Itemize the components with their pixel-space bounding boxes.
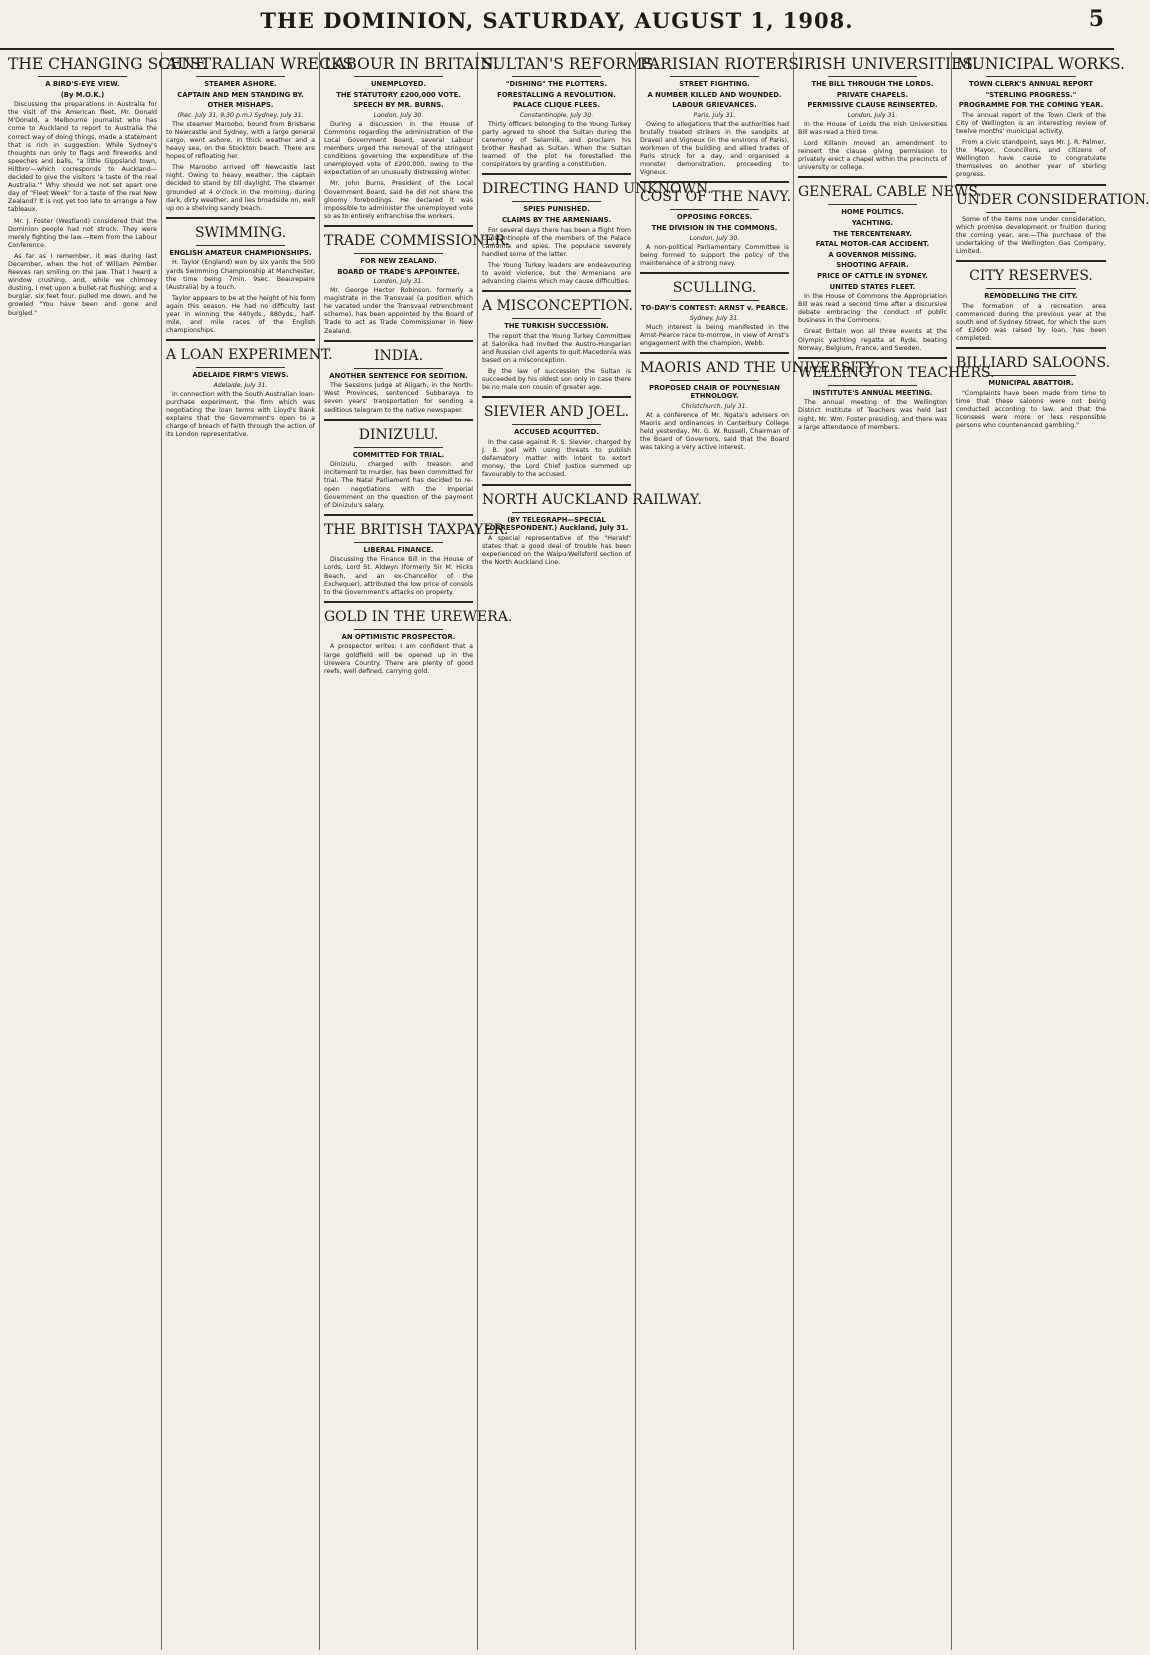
article <box>956 55 1125 180</box>
divider-rule <box>828 76 917 77</box>
article-headline: COST OF THE NAVY. <box>640 189 792 206</box>
article <box>166 217 315 335</box>
article-headline: IRISH UNIVERSITIES. <box>798 55 978 73</box>
article-subhead: THE STATUTORY £200,000 VOTE. <box>336 90 461 99</box>
article-paragraph: In the case against R. S. Sievier, charged by J. B. Joel with using threats to publish defamatory matter with intent to extort money, the Lord Chief Justice summed up favourably to the accused. <box>482 439 631 479</box>
article-subhead: SHOOTING AFFAIR. <box>836 261 909 270</box>
article-subhead: COMMITTED FOR TRIAL. <box>352 450 445 459</box>
column-6 <box>794 52 995 1650</box>
article <box>324 340 473 415</box>
column-4 <box>478 52 712 1650</box>
article-subhead: (By M.O.K.) <box>60 90 105 99</box>
divider-rule <box>986 375 1076 376</box>
article-subhead: SPEECH BY MR. BURNS. <box>353 101 444 110</box>
article-paragraph: Lord Killanin moved an amendment to reinsert the clause giving permission to privately erect a chapel within the precincts of university or college. <box>798 139 947 172</box>
article-headline: CITY RESERVES. <box>969 268 1093 284</box>
article-subhead: TO-DAY'S CONTEST: ARNST v. PEARCE. <box>640 303 789 312</box>
article-subhead: THE DIVISION IN THE COMMONS. <box>651 224 778 233</box>
article-subhead: THE TURKISH SUCCESSION. <box>504 322 609 331</box>
article-headline: PARISIAN RIOTERS. <box>640 55 804 73</box>
article-paragraph: Much interest is being manifested in the Arnst-Pearce race to-morrow, in view of Arnst's engagement with the champion, Webb. <box>640 323 789 347</box>
divider-rule <box>512 76 601 77</box>
article-dateline: Paris, July 31. <box>693 111 736 119</box>
article-paragraph: H. Taylor (England) won by six yards the 500 yards Swimming Championship at Manchester, the time being 7min. 9sec. Beaurepaire (Australia) by a touch. <box>166 259 315 291</box>
article <box>640 55 804 177</box>
divider-rule <box>670 76 759 77</box>
article-paragraph: Mr. J. Foster (Westland) considered that the Dominion people had not struck. They were merely fighting the law.—Item from the Labour Conference. <box>8 217 157 249</box>
article-paragraph: From a civic standpoint, says Mr. J. R. Palmer, the Mayor, Councillors, and citizens of Wellington have cause to congratulate themselves on another year of sterling progress. <box>956 139 1106 179</box>
article-headline: SCULLING. <box>672 279 757 296</box>
article-headline: SWIMMING. <box>194 224 287 241</box>
article <box>640 181 792 267</box>
divider-rule <box>828 385 917 386</box>
column-1 <box>4 52 207 1650</box>
article-paragraph: Discussing the preparations in Australia for the visit of the American fleet, Mr. Donald M'Donald, a Melbourne journalist who has come to Auckland to report to Australia the correct way of doing things, made a statement that is rich in suggestion. While Sydney's thoughts run only to flags and fireworks and speeches and balls, "a little Gippsland town, Hiltbro'—which corresponds to Auckland—decided to give the visitors 'a taste of the real Australia.'" Why should we not set apart one day of "Fleet Week" for a taste of the real New Zealand? It is not yet too late to arrange a few tableaux. <box>8 101 157 214</box>
divider-rule <box>670 209 759 210</box>
article-subhead: ADELAIDE FIRM'S VIEWS. <box>192 371 289 380</box>
article-paragraph: Great Britain won all three events at the Olympic yachting regatta at Ryde, beating Norway, Belgium, France, and Sweden. <box>798 328 947 352</box>
article-paragraph: The annual report of the Town Clerk of the City of Wellington is an interesting review of twelve months' municipal activity. <box>956 111 1106 135</box>
article-dateline: Sydney, July 31. <box>689 314 740 322</box>
article-subhead: ENGLISH AMATEUR CHAMPIONSHIPS. <box>169 248 312 257</box>
article-paragraph: In the House of Lords the Irish Universities Bill was read a third time. <box>798 120 947 136</box>
article-headline: GENERAL CABLE NEWS. <box>798 184 982 201</box>
article-paragraph: Mr. John Burns, President of the Local Government Board, said he did not share the gloomy forebodings. He declared it was impossible to administer the unemployed vote so as to entirely enfranchise the workers. <box>324 180 473 220</box>
article-headline: THE BRITISH TAXPAYER. <box>324 521 509 538</box>
article-headline: MAORIS AND THE UNIVERSITY. <box>640 359 878 376</box>
article-dateline: London, July 31. <box>373 278 424 286</box>
article-paragraph: The Maroobo arrived off Newcastle last night. Owing to heavy weather, the captain decided to stand by till daylight. The steamer grounded at 4 o'clock in the morning, during dark, dirty weather, and lies broadside on, well up on a shelving sandy beach. <box>166 164 315 212</box>
article-headline: SIEVIER AND JOEL. <box>483 404 630 421</box>
article <box>798 176 982 352</box>
article-headline: BILLIARD SALOONS. <box>956 355 1111 372</box>
article-subhead: BOARD OF TRADE'S APPOINTEE. <box>337 267 460 276</box>
article <box>482 55 658 169</box>
article-paragraph: The Young Turkey leaders are endeavouring to avoid violence, but the Armenians are advancing claims which may cause difficulties. <box>482 261 631 286</box>
divider-rule <box>512 512 601 513</box>
article-dateline: (Rec. July 31, 9.30 p.m.) Sydney, July 31. <box>177 111 304 119</box>
article-subhead: SPIES PUNISHED. <box>523 205 590 214</box>
article <box>956 260 1106 343</box>
article-paragraph: The steamer Maroobo, bound from Brisbane to Newcastle and Sydney, with a large general cargo, went ashore, in thick weather and a heavy sea, on the Stockton beach. There are hopes of refloating her. <box>166 120 315 161</box>
divider-rule <box>196 245 285 246</box>
article-paragraph: Owing to allegations that the authorities had brutally treated strikers in the sandpits at Draveil and Vigneux (in the environs of Paris), workmen of the building and allied trades of Paris struck for a day, and organised a monster demonstration, proceeding to Vigneux. <box>640 120 789 177</box>
article-subhead: FORESTALLING A REVOLUTION. <box>497 90 616 99</box>
article-subhead: ANOTHER SENTENCE FOR SEDITION. <box>329 371 468 380</box>
article-headline: AUSTRALIAN WRECKS <box>166 55 354 73</box>
article-dateline: London, July 31. <box>847 111 898 119</box>
column-2 <box>162 52 354 1650</box>
article-subhead: CLAIMS BY THE ARMENIANS. <box>501 215 612 224</box>
article <box>482 290 631 392</box>
article-subhead: INSTITUTE'S ANNUAL MEETING. <box>812 388 933 397</box>
article <box>798 55 978 172</box>
article-subhead: LABOUR GRIEVANCES. <box>672 101 757 110</box>
article-subhead: STEAMER ASHORE. <box>204 80 277 88</box>
article <box>166 55 354 213</box>
article-paragraph: For several days there has been a flight from Constantinople of the members of the Palace camarilla and spies. The populace severely handled some of the latter. <box>482 226 631 258</box>
article-paragraph: The report that the Young Turkey Committee at Salonika had invited the Austro-Hungarian and Russian civil agents to quit Macedonia was based on a misconception. <box>482 332 631 365</box>
article-paragraph: Thirty officers belonging to the Young Turkey party agreed to shoot the Sultan during the ceremony of Selamlik, and proclaim his brother Reshad as Sultan. When the Sultan learned of the plot he forestalled the conspirators by granting a constitution. <box>482 120 631 169</box>
article-dateline: Constantinople, July 30. <box>519 111 594 119</box>
article-headline: UNDER CONSIDERATION. <box>956 191 1150 208</box>
article-headline: INDIA. <box>373 347 424 364</box>
article-headline: SULTAN'S REFORMS. <box>482 55 658 73</box>
article-headline: WELLINGTON TEACHERS. <box>798 364 995 381</box>
article-subhead: STREET FIGHTING. <box>679 80 750 88</box>
article-subhead: A GOVERNOR MISSING. <box>828 250 917 259</box>
article-paragraph: The formation of a recreation area commenced during the previous year at the south end of Sydney Street, for which the sum of £2600 was raised by loan, has been completed. <box>956 302 1106 342</box>
article-dateline: London, July 30. <box>689 234 740 242</box>
article-headline: TRADE COMMISSIONER. <box>324 232 510 249</box>
article <box>324 225 510 336</box>
article-headline: THE CHANGING SCENE <box>8 55 207 73</box>
article <box>324 514 509 597</box>
article-paragraph: At a conference of Mr. Ngata's advisers on Maoris and ordinances in Canterbury College held yesterday, Mr. G. W. Russell, Chairman of the Board of Governors, said that the Board was taking a very active interest. <box>640 411 789 452</box>
article-subhead: MUNICIPAL ABATTOIR. <box>988 379 1074 388</box>
article-headline: DIRECTING HAND UNKNOWN. <box>482 181 712 198</box>
article-subhead: ACCUSED ACQUITTED. <box>514 428 599 437</box>
article-dateline: Christchurch, July 31. <box>681 402 748 410</box>
divider-rule <box>196 367 285 368</box>
article <box>324 601 513 676</box>
divider-rule <box>670 300 759 301</box>
article <box>956 347 1111 430</box>
masthead <box>0 0 1114 50</box>
column-7 <box>952 52 1150 1650</box>
article-subhead: LIBERAL FINANCE. <box>363 545 434 554</box>
article-subhead: THE BILL THROUGH THE LORDS. <box>811 80 934 88</box>
article-paragraph: Discussing the Finance Bill in the House of Lords, Lord St. Aldwyn (formerly Sir M. Hicks Beach, and an ex-Chancellor of the Exchequer), attributed the low price of consols to the Government's attacks on property. <box>324 556 473 596</box>
divider-rule <box>986 288 1076 289</box>
article-headline: DINIZULU. <box>358 426 439 443</box>
article-headline: LABOUR IN BRITAIN. <box>324 55 498 73</box>
divider-rule <box>354 447 443 448</box>
article-dateline: Adelaide, July 31. <box>213 381 268 389</box>
article-subhead: TOWN CLERK'S ANNUAL REPORT <box>969 80 1093 88</box>
article-headline: NORTH AUCKLAND RAILWAY. <box>482 491 702 508</box>
divider-rule <box>986 76 1076 77</box>
article-subhead: "STERLING PROGRESS." <box>985 90 1077 99</box>
article-subhead: PALACE CLIQUE FLEES. <box>512 101 601 110</box>
article-headline: MUNICIPAL WORKS. <box>956 55 1125 73</box>
article-headline: GOLD IN THE UREWERA. <box>324 608 513 625</box>
article <box>324 55 498 221</box>
article <box>8 55 207 318</box>
divider-rule <box>354 368 443 369</box>
article-paragraph: A prospector writes: I am confident that a large goldfield will be opened up in the Urewera Country. There are plenty of good reefs, well defined, carrying gold. <box>324 643 473 675</box>
article <box>640 272 789 348</box>
divider-rule <box>828 204 917 205</box>
article-subhead: FATAL MOTOR-CAR ACCIDENT. <box>815 240 930 249</box>
article-subhead: REMODELLING THE CITY. <box>984 292 1078 300</box>
divider-rule <box>196 76 285 77</box>
divider-rule <box>512 424 601 425</box>
article-paragraph: In the House of Commons the Appropriation Bill was read a second time after a discursive debate embracing the conduct of public business in the Commons. <box>798 293 947 325</box>
article-headline: A MISCONCEPTION. <box>482 298 633 315</box>
article-subhead: PRICE OF CATTLE IN SYDNEY. <box>817 271 928 280</box>
article-paragraph: Taylor appears to be at the height of his form again this season. He had no difficulty last year in winning the 440yds., 880yds., half-mile, and mile races of the English championships. <box>166 294 315 335</box>
article-subhead: "DISHING" THE PLOTTERS. <box>506 80 607 88</box>
divider-rule <box>354 253 443 254</box>
divider-rule <box>986 212 1076 213</box>
article-paragraph: A non-political Parliamentary Committee is being formed to support the policy of the maintenance of a strong navy. <box>640 243 789 267</box>
article-subhead: PROPOSED CHAIR OF POLYNESIAN ETHNOLOGY. <box>649 383 780 401</box>
divider-rule <box>354 629 443 630</box>
article-subhead: OPPOSING FORCES. <box>676 213 753 222</box>
article <box>956 184 1150 256</box>
article-paragraph: Some of the items now under consideration, which promise development or fruition during the coming year, are:—The purchase of the undertaking of the Wellington Gas Company, Limited. <box>956 215 1106 255</box>
article-paragraph: A special representative of the "Herald" states that a good deal of trouble has been experienced on the Waipu-Wellsford section of the North Auckland Line. <box>482 534 631 566</box>
article <box>482 396 631 479</box>
divider-rule <box>512 318 601 319</box>
article-paragraph: By the law of succession the Sultan is succeeded by his oldest son only in case there be no male son cousin of greater age. <box>482 368 631 392</box>
article <box>166 339 333 439</box>
article-paragraph: Mr. George Hector Robinson, formerly a magistrate in the Transvaal (a position which he vacated under the Transvaal retrenchment scheme), has been appointed by the Board of Trade to act as Trade Commissioner in New Zealand. <box>324 287 473 335</box>
column-3 <box>320 52 513 1650</box>
article-subhead: A BIRD'S-EYE VIEW. <box>45 80 120 88</box>
article-subhead: CAPTAIN AND MEN STANDING BY. <box>177 90 304 99</box>
article-subhead: PROGRAMME FOR THE COMING YEAR. <box>958 101 1104 110</box>
article-subhead: OTHER MISHAPS. <box>207 101 274 110</box>
article-subhead: PRIVATE CHAPELS. <box>836 90 909 99</box>
article-subhead: PERMISSIVE CLAUSE REINSERTED. <box>807 101 938 110</box>
article-dateline: London, July 30. <box>373 111 424 119</box>
article <box>482 173 712 286</box>
article-paragraph: The Sessions Judge at Aligarh, in the North-West Provinces, sentenced Subbaraya to seven years' transportation for sending a seditious telegram to the native newspaper. <box>324 382 473 414</box>
article-subhead: UNITED STATES FLEET. <box>829 282 916 291</box>
article-paragraph: Dinizulu, charged with treason and incitement to murder, has been committed for trial. The Natal Parliament has decided to re-open negotiations with the Imperial Government on the question of the payment of Dinizulu's salary. <box>324 461 473 509</box>
article <box>324 419 473 510</box>
masthead-title: THE DOMINION, SATURDAY, AUGUST 1, 1908. <box>260 8 854 33</box>
article-subhead: A NUMBER KILLED AND WOUNDED. <box>647 90 782 99</box>
article-subhead: AN OPTIMISTIC PROSPECTOR. <box>341 632 456 641</box>
article-subhead: HOME POLITICS. <box>841 208 904 217</box>
article-subhead: UNEMPLOYED. <box>370 80 426 88</box>
divider-rule <box>354 542 443 543</box>
article <box>482 484 702 568</box>
article-subhead: YACHTING. <box>851 218 894 227</box>
article-paragraph: The annual meeting of the Wellington District Institute of Teachers was held last night, Mr. Wm. Foster presiding, and there was a large attendance of members. <box>798 399 947 431</box>
article-paragraph: As far as I remember, it was during last December, when the hot of William Pember Reeves ran smiling on the jaw. That I heard a window crushing, and, while we chimney dusting, I met upon a bullet-rat flushing; and a burglar, six feet four, pulled me down, and he growled "You have been and gone and burgled." <box>8 252 157 317</box>
page-number: 5 <box>1088 6 1104 32</box>
article-paragraph: During a discussion in the House of Commons regarding the administration of the Local Government Board, several Labour members urged the removal of the stringent conditions governing the expenditure of the unemployed vote of £200,000, owing to the expectation of an unusually distressing winter. <box>324 120 473 177</box>
article-subhead: (BY TELEGRAPH—SPECIAL CORRESPONDENT.) Auckland, July 31. <box>484 515 629 533</box>
columns <box>4 52 1150 1650</box>
article-subhead: THE TERCENTENARY. <box>833 229 912 238</box>
article-headline: A LOAN EXPERIMENT. <box>166 347 333 364</box>
article-paragraph: In connection with the South Australian loan-purchase experiment, the firm which was negotiating the loan terms with Lloyd's Bank explains that the Government's open to a charge of breach of faith through the action of its London representative. <box>166 390 315 439</box>
divider-rule <box>512 201 601 202</box>
article-subhead: FOR NEW ZEALAND. <box>360 256 437 265</box>
article <box>798 357 995 432</box>
divider-rule <box>670 380 759 381</box>
divider-rule <box>38 76 127 77</box>
divider-rule <box>354 76 443 77</box>
article-paragraph: "Complaints have been made from time to time that these saloons were not being conducted according to law, and that the licensees were more or less responsible persons who countenanced gambling." <box>956 389 1106 430</box>
